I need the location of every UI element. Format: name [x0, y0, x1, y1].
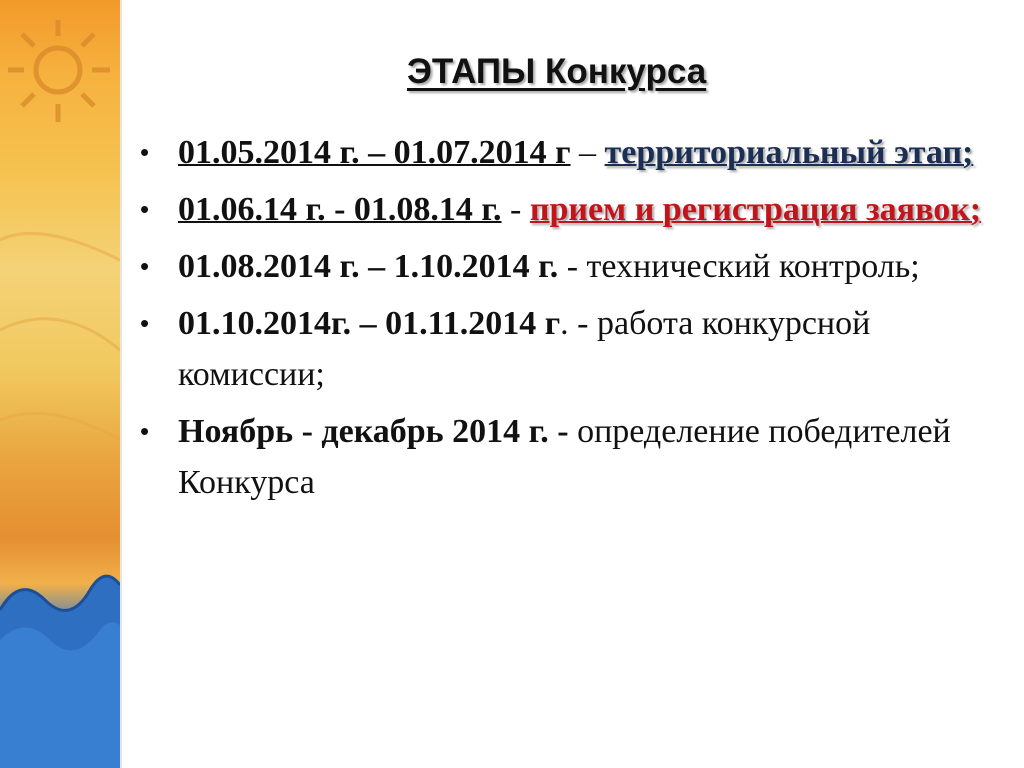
bullet-icon: •: [140, 308, 150, 338]
stage-dates: 01.06.14 г. - 01.08.14 г.: [178, 191, 502, 228]
decorative-sand-strip: [0, 0, 120, 768]
list-item: [140, 241, 1010, 292]
stage-separator: . -: [560, 305, 597, 342]
list-item: [140, 298, 1010, 400]
stage-description: работа конкурсной комиссии;: [178, 305, 871, 393]
stage-separator: -: [558, 248, 587, 285]
stage-description: прием и регистрация заявок;: [529, 191, 982, 228]
stage-description: технический контроль;: [586, 248, 920, 285]
stage-separator: [569, 413, 578, 450]
bullet-icon: •: [140, 251, 150, 281]
stage-description: территориальный этап;: [604, 134, 974, 171]
sun-icon: [8, 20, 110, 122]
stage-dates: Ноябрь - декабрь 2014 г. -: [178, 413, 569, 450]
stage-dates: 01.08.2014 г. – 1.10.2014 г.: [178, 248, 559, 285]
list-item: [140, 406, 1010, 508]
sun-and-sea-decoration: [0, 0, 120, 768]
stage-description: определение победителей Конкурса: [178, 413, 951, 501]
strip-divider: [120, 0, 122, 768]
list-item: [140, 127, 1010, 178]
bullet-icon: •: [140, 194, 150, 224]
slide-title: ЭТАПЫ Конкурса: [407, 52, 707, 91]
stage-dates: 01.10.2014г. – 01.11.2014 г: [178, 305, 561, 342]
bullet-icon: •: [140, 416, 150, 446]
stage-separator: -: [501, 191, 530, 228]
stage-separator: –: [570, 134, 605, 171]
stages-list: [140, 127, 1010, 514]
list-item: [140, 184, 1010, 235]
stage-dates: 01.05.2014 г. – 01.07.2014 г: [178, 134, 571, 171]
bullet-icon: •: [140, 137, 150, 167]
